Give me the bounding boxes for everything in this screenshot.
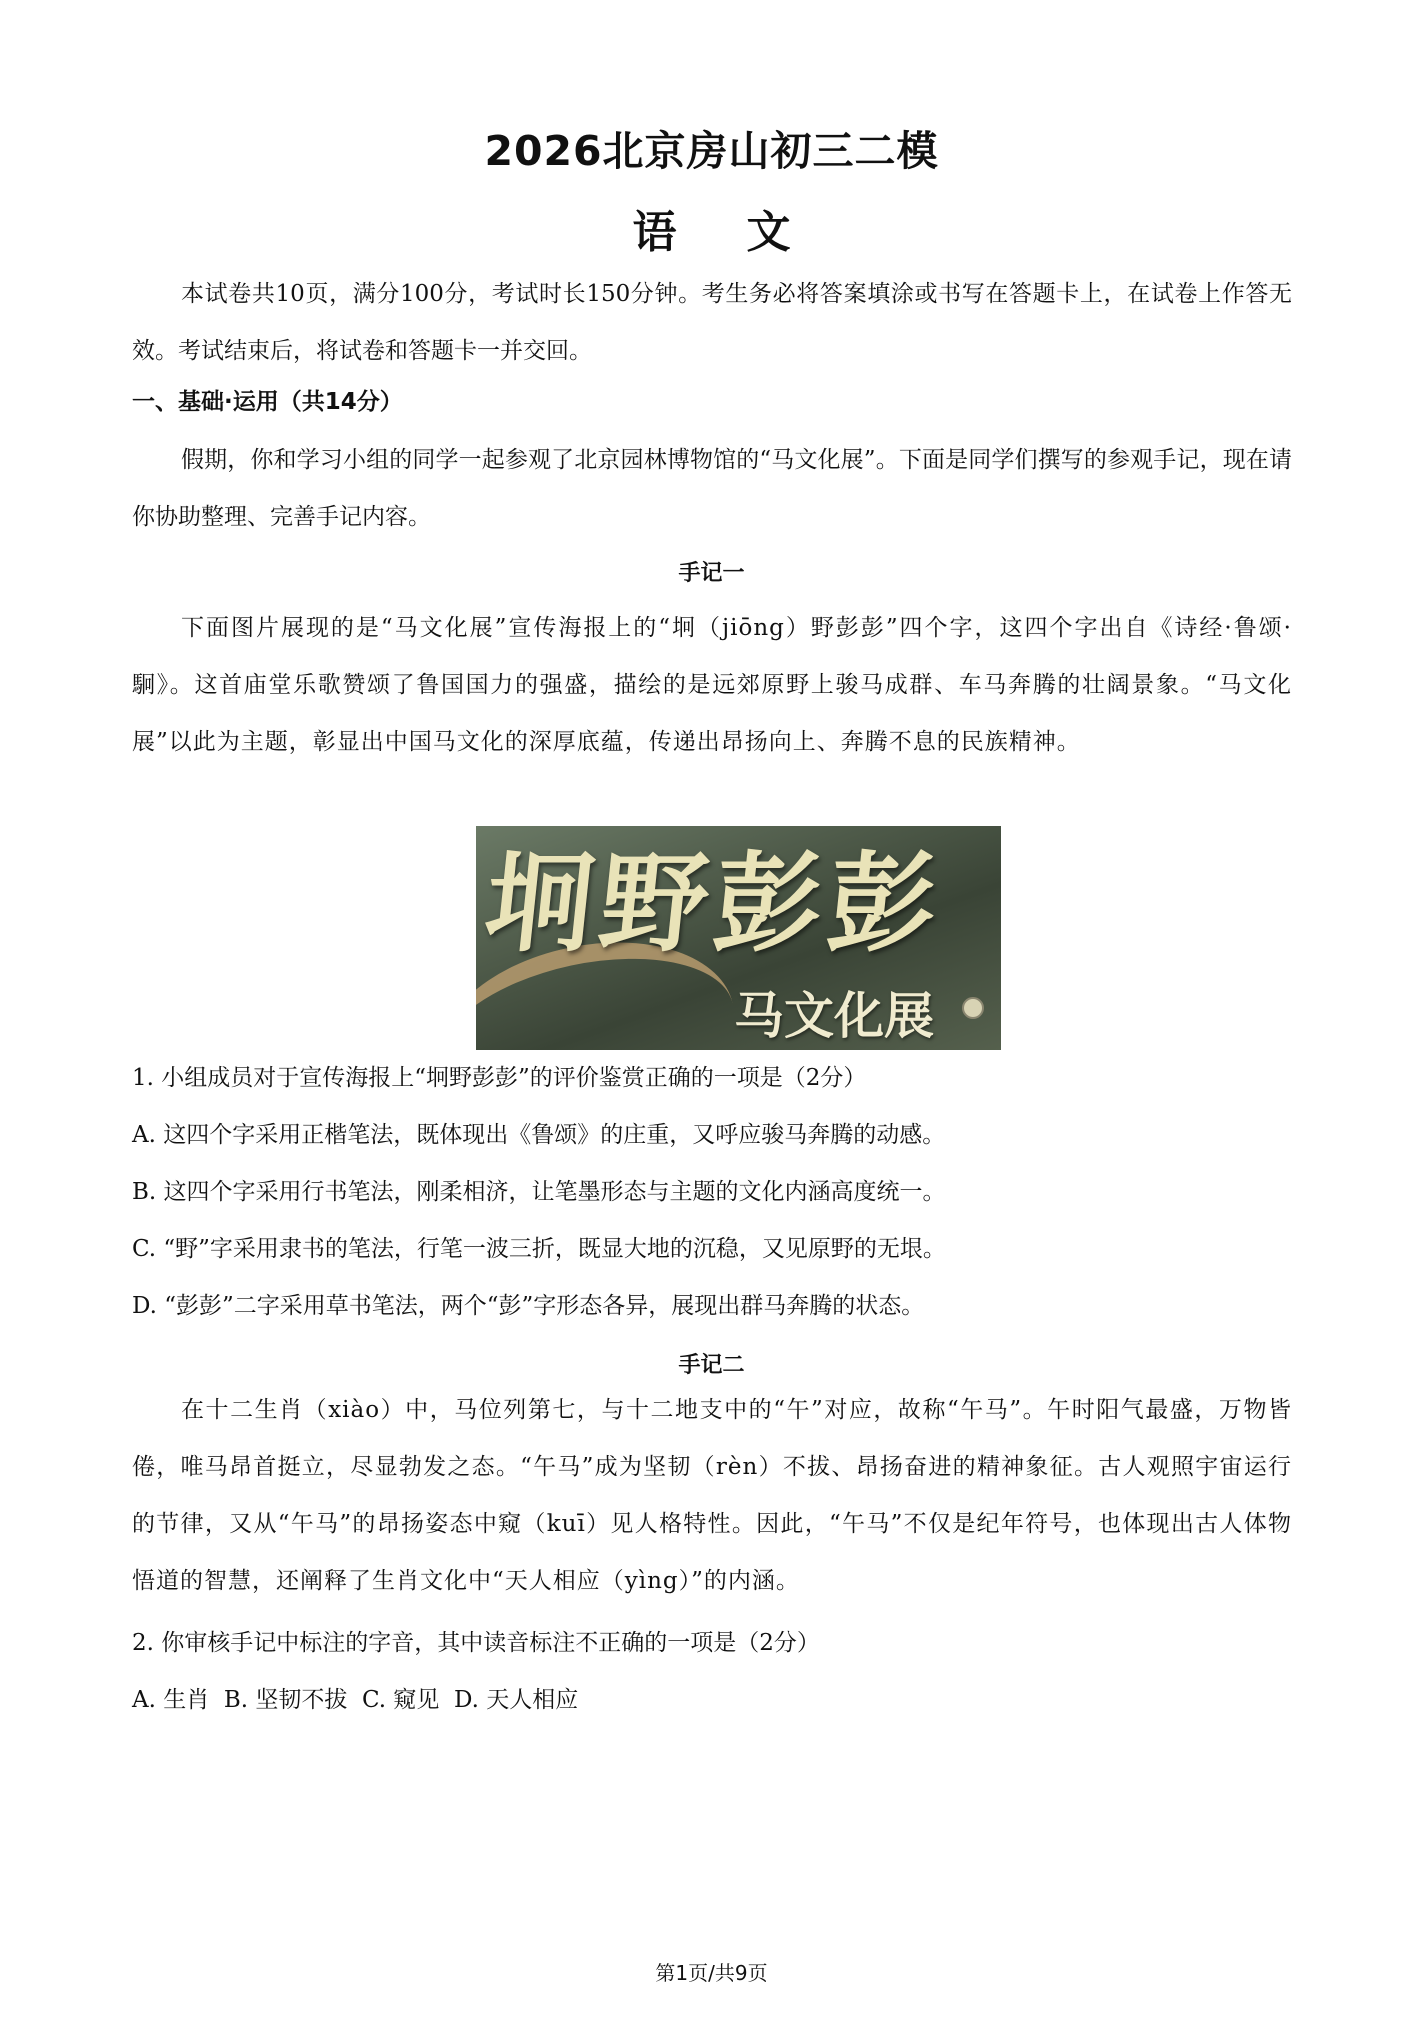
q2-stem: 2. 你审核手记中标注的字音，其中读音标注不正确的一项是（2分）	[132, 1630, 820, 1656]
note2-paragraph: 在十二生肖（xiào）中，马位列第七，与十二地支中的“午”对应，故称“午马”。午时阳气最盛，万物皆倦，唯马昂首挺立，尽显勃发之态。“午马”成为坚韧（rèn）不拔、昂扬奋进的精神象征。古人观照宇宙运行的节律，又从“午马”的昂扬姿态中窥（kuī）见人格特性。因此，“午马”不仅是纪年符号，也体现出古人体物悟道的智慧，还阐释了生肖文化中“天人相应（yìng）”的内涵。	[132, 1397, 1292, 1594]
subject-title: 语文	[632, 207, 861, 258]
section-lead-paragraph: 假期，你和学习小组的同学一起参观了北京园林博物馆的“马文化展”。下面是同学们撰写的参观手记，现在请你协助整理、完善手记内容。	[132, 447, 1292, 530]
exhibition-poster-image	[476, 826, 1001, 1050]
q1-option-c: C. “野”字采用隶书的笔法，行笔一波三折，既显大地的沉稳，又见原野的无垠。	[132, 1236, 946, 1262]
note1-paragraph: 下面图片展现的是“马文化展”宣传海报上的“坰（jiōng）野彭彭”四个字，这四个字出自《诗经·鲁颂·駉》。这首庙堂乐歌赞颂了鲁国国力的强盛，描绘的是远郊原野上骏马成群、车马奔腾的壮阔景象。“马文化展”以此为主题，彰显出中国马文化的深厚底蕴，传递出昂扬向上、奔腾不息的民族精神。	[132, 615, 1292, 755]
q1-stem: 1. 小组成员对于宣传海报上“坰野彭彭”的评价鉴赏正确的一项是（2分）	[132, 1065, 867, 1091]
page-number: 第1页/共9页	[655, 1961, 768, 1985]
note1-heading: 手记一	[678, 561, 745, 586]
intro-paragraph: 本试卷共10页，满分100分，考试时长150分钟。考生务必将答案填涂或书写在答题卡上，在试卷上作答无效。考试结束后，将试卷和答题卡一并交回。	[132, 281, 1292, 364]
note2-heading: 手记二	[678, 1353, 745, 1378]
page-title: 2026北京房山初三二模	[484, 127, 939, 175]
section-heading: 一、基础·运用（共14分）	[132, 389, 403, 415]
q1-option-b: B. 这四个字采用行书笔法，刚柔相济，让笔墨形态与主题的文化内涵高度统一。	[132, 1179, 946, 1205]
poster-calligraphy-text: 坰野彭彭	[479, 841, 949, 967]
q2-options: A. 生肖 B. 坚韧不拔 C. 窥见 D. 天人相应	[132, 1687, 579, 1713]
poster-subtitle: 马文化展	[734, 987, 934, 1045]
poster-logo-icon	[962, 997, 984, 1019]
q1-option-d: D. “彭彭”二字采用草书笔法，两个“彭”字形态各异，展现出群马奔腾的状态。	[132, 1293, 925, 1319]
q1-option-a: A. 这四个字采用正楷笔法，既体现出《鲁颂》的庄重，又呼应骏马奔腾的动感。	[132, 1122, 946, 1148]
